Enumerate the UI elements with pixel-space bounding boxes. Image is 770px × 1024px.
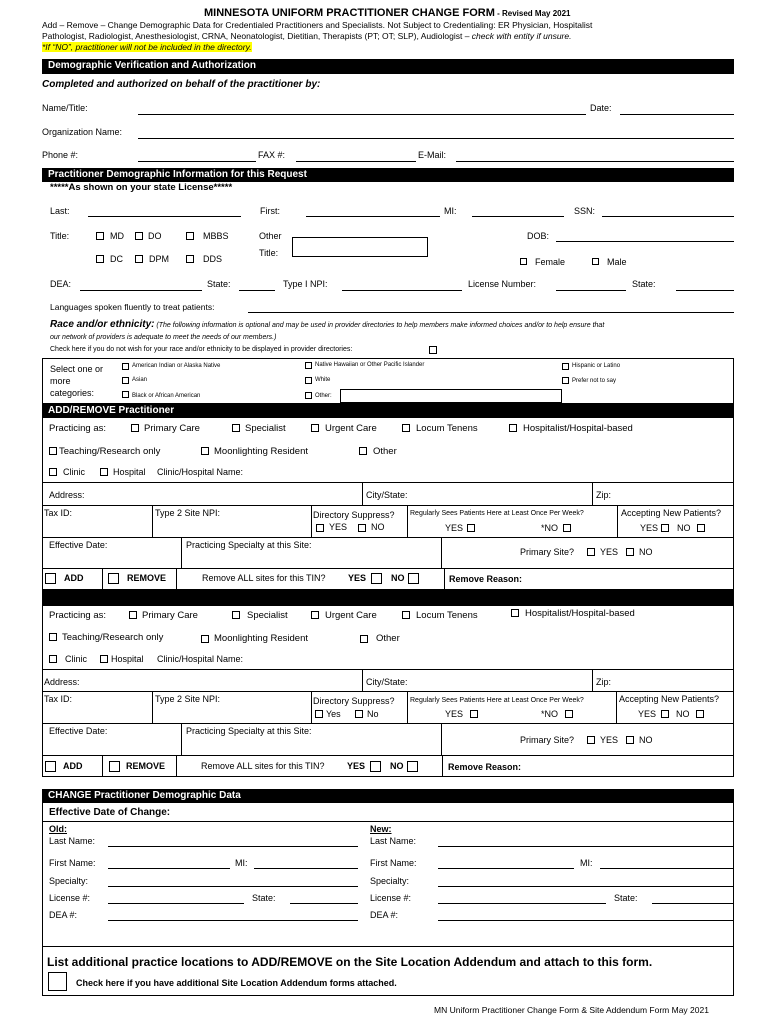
primary-care-label-2: Primary Care — [142, 610, 198, 621]
divider — [42, 482, 734, 483]
other-practice-label-2: Other — [376, 633, 400, 644]
regularly-no-label: *NO — [541, 523, 559, 533]
primary-site-yes-checkbox[interactable] — [587, 548, 595, 556]
clinic-name-label: Clinic/Hospital Name: — [157, 467, 244, 477]
city-state-label-2: City/State: — [366, 677, 408, 687]
new-state-field[interactable] — [652, 903, 734, 904]
regularly-label-2: Regularly Sees Patients Here at Least Once Per Week? — [410, 697, 584, 704]
clinic-label-2: Clinic — [65, 654, 88, 664]
dpm-checkbox[interactable] — [135, 255, 143, 263]
accepting-label-2: Accepting New Patients? — [619, 694, 720, 704]
other-title-input[interactable] — [292, 237, 428, 257]
hospitalist-checkbox-2[interactable] — [511, 609, 519, 617]
regularly-yes-checkbox-2[interactable] — [470, 710, 478, 718]
urgent-care-label: Urgent Care — [325, 423, 377, 434]
dir-suppress-yes-checkbox-2[interactable] — [315, 710, 323, 718]
specialist-checkbox-2[interactable] — [232, 611, 240, 619]
regularly-no-checkbox[interactable] — [563, 524, 571, 532]
dir-suppress-no-label-2: No — [367, 709, 379, 719]
race-text-2: our network of providers is adequate to meet the needs of our members.) — [50, 334, 277, 341]
divider — [102, 568, 103, 590]
accepting-yes-checkbox[interactable] — [661, 524, 669, 532]
title-label: Title: — [50, 231, 70, 241]
female-checkbox[interactable] — [520, 258, 527, 265]
specialist-label-2: Specialist — [247, 610, 288, 621]
hospitalist-checkbox[interactable] — [509, 424, 517, 432]
effective-date-label-2: Effective Date: — [49, 726, 108, 736]
old-license-field[interactable] — [108, 903, 244, 904]
primary-site-label-2: Primary Site? — [520, 735, 575, 745]
remove-all-yes-label: YES — [348, 573, 367, 583]
select-label-3: categories: — [50, 388, 95, 398]
primary-site-yes-checkbox-2[interactable] — [587, 736, 595, 744]
new-specialty-field[interactable] — [438, 886, 734, 887]
moonlighting-label: Moonlighting Resident — [214, 446, 309, 457]
remove-all-yes-label-2: YES — [347, 761, 366, 771]
remove-all-yes-checkbox-2[interactable] — [370, 761, 381, 772]
mi-label: MI: — [444, 206, 457, 216]
other-practice-label: Other — [373, 446, 397, 457]
old-specialty-field[interactable] — [108, 886, 358, 887]
add-remove-bar: ADD/REMOVE Practitioner — [42, 404, 734, 417]
new-mi-field[interactable] — [600, 868, 734, 869]
md-checkbox[interactable] — [96, 232, 104, 240]
add-checkbox[interactable] — [45, 573, 56, 584]
phone-label: Phone #: — [42, 150, 79, 160]
divider — [176, 568, 177, 590]
type1-npi-field[interactable] — [342, 290, 462, 291]
remove-all-no-label: NO — [391, 573, 405, 583]
org-field[interactable] — [138, 138, 734, 139]
divider — [42, 537, 734, 538]
tax-id-label: Tax ID: — [44, 508, 73, 518]
accepting-no-label-2: NO — [676, 709, 690, 719]
fax-field[interactable] — [296, 161, 416, 162]
new-first-field[interactable] — [438, 868, 574, 869]
header-note: *If “NO”, practitioner will not be included in the directory. — [42, 42, 252, 52]
regularly-no-checkbox-2[interactable] — [565, 710, 573, 718]
primary-care-checkbox[interactable] — [131, 424, 139, 432]
accepting-yes-label-2: YES — [638, 709, 657, 719]
phone-field[interactable] — [138, 161, 256, 162]
nhpi-label: Native Hawaiian or Other Pacific Islander — [315, 362, 425, 368]
divider — [102, 755, 103, 777]
divider — [42, 691, 734, 692]
divider — [441, 723, 442, 755]
type2-npi-label: Type 2 Site NPI: — [155, 508, 221, 518]
primary-site-yes-label-2: YES — [600, 735, 619, 745]
locum-checkbox-2[interactable] — [402, 611, 410, 619]
locum-label-2: Locum Tenens — [416, 610, 478, 621]
divider — [362, 482, 363, 505]
no-display-label: Check here if you do not wish for your race and/or ethnicity to be displayed in provider directories: — [50, 346, 353, 353]
hospital-checkbox[interactable] — [100, 468, 108, 476]
male-label: Male — [607, 257, 627, 267]
dob-label: DOB: — [527, 231, 550, 241]
name-title-label: Name/Title: — [42, 103, 88, 113]
urgent-care-checkbox-2[interactable] — [311, 611, 319, 619]
remove-checkbox[interactable] — [108, 573, 119, 584]
primary-site-no-checkbox-2[interactable] — [626, 736, 634, 744]
old-mi-label: MI: — [235, 858, 248, 868]
divider — [441, 537, 442, 568]
remove-checkbox-2[interactable] — [109, 761, 120, 772]
hispanic-checkbox[interactable] — [562, 363, 569, 370]
new-dea-label: DEA #: — [370, 910, 399, 920]
list-additional-text: List additional practice locations to ADD/REMOVE on the Site Location Addendum and attach to this form. — [47, 955, 653, 969]
specialist-label: Specialist — [245, 423, 286, 434]
tax-id-label-2: Tax ID: — [44, 694, 73, 704]
add-checkbox-2[interactable] — [45, 761, 56, 772]
languages-field[interactable] — [248, 312, 734, 313]
footer-text: MN Uniform Practitioner Change Form & Site Addendum Form May 2021 — [434, 1005, 709, 1015]
teaching-checkbox[interactable] — [49, 447, 57, 455]
header-desc-1: Add – Remove – Change Demographic Data for Credentialed Practitioners and Specialists. Not Subject to Credentialing: ER Physician, Hospitalist — [42, 20, 593, 30]
dir-suppress-yes-label-2: Yes — [326, 709, 341, 719]
dea-state-label: State: — [207, 279, 231, 289]
new-license-label: License #: — [370, 893, 412, 903]
verification-subtitle: Completed and authorized on behalf of the practitioner by: — [42, 79, 321, 90]
addendum-label: Check here if you have additional Site Location Addendum forms attached. — [76, 978, 397, 988]
page-title: MINNESOTA UNIFORM PRACTITIONER CHANGE FORM - Revised May 2021 — [204, 7, 571, 19]
new-first-label: First Name: — [370, 858, 417, 868]
dir-suppress-yes-checkbox[interactable] — [316, 524, 324, 532]
black-checkbox[interactable] — [122, 391, 129, 398]
teaching-label-2: Teaching/Research only — [62, 632, 164, 643]
black-label: Black or African American — [132, 393, 201, 399]
old-last-label: Last Name: — [49, 836, 96, 846]
remove-all-no-label-2: NO — [390, 761, 404, 771]
old-first-field[interactable] — [108, 868, 230, 869]
regularly-yes-label-2: YES — [445, 709, 464, 719]
license-subtitle: *****As shown on your state License***** — [50, 182, 233, 193]
remove-reason-label-2: Remove Reason: — [448, 762, 522, 772]
zip-label: Zip: — [596, 490, 612, 500]
white-label: White — [315, 377, 331, 383]
locum-checkbox[interactable] — [402, 424, 410, 432]
change-bar: CHANGE Practitioner Demographic Data — [42, 789, 734, 802]
moonlighting-checkbox-2[interactable] — [201, 635, 209, 643]
zip-label-2: Zip: — [596, 677, 612, 687]
first-label: First: — [260, 206, 280, 216]
old-mi-field[interactable] — [254, 868, 358, 869]
ssn-label: SSN: — [574, 206, 596, 216]
dea-label: DEA: — [50, 279, 72, 289]
regularly-no-label-2: *NO — [541, 709, 559, 719]
practicing-as-label-2: Practicing as: — [49, 610, 107, 621]
dc-checkbox[interactable] — [96, 255, 104, 263]
race-heading: Race and/or ethnicity: (The following information is optional and may be used in provider directories to help members make informed choices and/or to help ensure that — [50, 319, 605, 330]
prefer-not-label: Prefer not to say — [572, 378, 617, 384]
divider — [42, 505, 734, 506]
old-heading: Old: — [49, 824, 67, 834]
dir-suppress-no-checkbox[interactable] — [358, 524, 366, 532]
divider — [592, 669, 593, 691]
new-mi-label: MI: — [580, 858, 593, 868]
dir-suppress-yes-label: YES — [329, 522, 348, 532]
divider — [407, 691, 408, 723]
amind-label: American Indian or Alaska Native — [132, 363, 221, 369]
accepting-yes-label: YES — [640, 523, 659, 533]
remove-label: REMOVE — [127, 573, 167, 583]
section-separator — [42, 590, 734, 605]
org-label: Organization Name: — [42, 127, 123, 137]
old-specialty-label: Specialty: — [49, 876, 89, 886]
asian-label: Asian — [132, 377, 148, 383]
divider — [362, 669, 363, 691]
primary-site-no-checkbox[interactable] — [626, 548, 634, 556]
specialty-label: Practicing Specialty at this Site: — [186, 540, 312, 550]
type2-npi-label-2: Type 2 Site NPI: — [155, 694, 221, 704]
date-field[interactable] — [620, 114, 734, 115]
other-practice-checkbox[interactable] — [359, 447, 367, 455]
last-field[interactable] — [88, 216, 241, 217]
dir-suppress-label-2: Directory Suppress? — [313, 696, 395, 706]
license-number-label: License Number: — [468, 279, 537, 289]
select-label-1: Select one or — [50, 364, 104, 374]
divider — [444, 568, 445, 590]
name-title-field[interactable] — [138, 114, 586, 115]
other-race-label: Other: — [315, 393, 332, 399]
remove-label-2: REMOVE — [126, 761, 166, 771]
moonlighting-checkbox[interactable] — [201, 447, 209, 455]
divider — [42, 723, 734, 724]
select-label-2: more — [50, 376, 71, 386]
address-label: Address: — [49, 490, 85, 500]
dir-suppress-label: Directory Suppress? — [313, 510, 395, 520]
hospital-label-2: Hospital — [111, 654, 144, 664]
divider — [407, 505, 408, 537]
practitioner-bar: Practitioner Demographic Information for this Request — [42, 168, 734, 182]
female-label: Female — [535, 257, 566, 267]
old-state-field[interactable] — [290, 903, 358, 904]
do-checkbox[interactable] — [135, 232, 143, 240]
old-dea-field[interactable] — [108, 920, 358, 921]
divider — [181, 537, 182, 568]
city-state-label: City/State: — [366, 490, 408, 500]
dir-suppress-no-checkbox-2[interactable] — [355, 710, 363, 718]
accepting-no-checkbox[interactable] — [697, 524, 705, 532]
hospital-label: Hospital — [113, 467, 146, 477]
teaching-checkbox-2[interactable] — [49, 633, 57, 641]
moonlighting-label-2: Moonlighting Resident — [214, 633, 309, 644]
specialty-label-2: Practicing Specialty at this Site: — [186, 726, 312, 736]
divider — [442, 755, 443, 777]
new-specialty-label: Specialty: — [370, 876, 410, 886]
other-practice-checkbox-2[interactable] — [360, 635, 368, 643]
remove-all-yes-checkbox[interactable] — [371, 573, 382, 584]
remove-all-label-2: Remove ALL sites for this TIN? — [201, 761, 325, 771]
divider — [42, 755, 734, 756]
change-effective-label: Effective Date of Change: — [49, 807, 171, 818]
mi-field[interactable] — [472, 216, 564, 217]
primary-site-no-label: NO — [639, 547, 653, 557]
dc-label: DC — [110, 254, 123, 264]
remove-all-no-checkbox[interactable] — [408, 573, 419, 584]
languages-label: Languages spoken fluently to treat patients: — [50, 302, 215, 312]
hospitalist-label: Hospitalist/Hospital-based — [523, 423, 633, 434]
primary-site-yes-label: YES — [600, 547, 619, 557]
white-checkbox[interactable] — [305, 377, 312, 384]
mbbs-label: MBBS — [203, 231, 229, 241]
new-license-field[interactable] — [438, 903, 606, 904]
other-race-input[interactable] — [340, 389, 562, 403]
urgent-care-label-2: Urgent Care — [325, 610, 377, 621]
divider — [311, 505, 312, 537]
divider — [152, 505, 153, 537]
dea-state-field[interactable] — [239, 290, 275, 291]
email-label: E-Mail: — [418, 150, 447, 160]
addendum-checkbox[interactable] — [48, 972, 67, 991]
primary-care-label: Primary Care — [144, 423, 200, 434]
accepting-yes-checkbox-2[interactable] — [661, 710, 669, 718]
other-race-checkbox[interactable] — [305, 392, 312, 399]
male-checkbox[interactable] — [592, 258, 599, 265]
specialist-checkbox[interactable] — [232, 424, 240, 432]
divider — [311, 691, 312, 723]
other-title-label-2: Title: — [259, 248, 279, 258]
divider — [617, 505, 618, 537]
other-title-label: Other — [259, 231, 282, 241]
new-heading: New: — [370, 824, 392, 834]
type1-npi-label: Type I NPI: — [283, 279, 328, 289]
last-label: Last: — [50, 206, 70, 216]
add-remove-block-1 — [42, 417, 734, 590]
accepting-no-checkbox-2[interactable] — [696, 710, 704, 718]
license-number-field[interactable] — [556, 290, 626, 291]
new-dea-field[interactable] — [438, 920, 734, 921]
mbbs-checkbox[interactable] — [186, 232, 194, 240]
old-last-field[interactable] — [108, 846, 358, 847]
divider — [181, 723, 182, 755]
primary-care-checkbox-2[interactable] — [129, 611, 137, 619]
new-last-label: Last Name: — [370, 836, 417, 846]
first-field[interactable] — [306, 216, 440, 217]
regularly-label: Regularly Sees Patients Here at Least Once Per Week? — [410, 510, 584, 517]
ssn-field[interactable] — [602, 216, 734, 217]
no-display-checkbox[interactable] — [429, 346, 437, 354]
dds-label: DDS — [203, 254, 223, 264]
regularly-yes-label: YES — [445, 523, 464, 533]
divider — [42, 669, 734, 670]
clinic-name-label-2: Clinic/Hospital Name: — [157, 654, 244, 664]
divider — [592, 482, 593, 505]
fax-label: FAX #: — [258, 150, 286, 160]
old-dea-label: DEA #: — [49, 910, 78, 920]
date-label: Date: — [590, 103, 612, 113]
license-state-field[interactable] — [676, 290, 734, 291]
header-desc-2: Pathologist, Radiologist, Anesthesiologist, CRNA, Neonatologist, Dietitian, Therapists (PT; OT; SLP), Audiologist – check with entity if unsure. — [42, 31, 572, 41]
email-field[interactable] — [456, 161, 734, 162]
new-state-label: State: — [614, 893, 638, 903]
amind-checkbox[interactable] — [122, 363, 129, 370]
hispanic-label: Hispanic or Latino — [572, 363, 621, 369]
accepting-label: Accepting New Patients? — [621, 508, 722, 518]
asian-checkbox[interactable] — [122, 377, 129, 384]
new-last-field[interactable] — [438, 846, 734, 847]
remove-reason-label: Remove Reason: — [449, 574, 523, 584]
clinic-checkbox-2[interactable] — [49, 655, 57, 663]
license-state-label: State: — [632, 279, 656, 289]
divider — [616, 691, 617, 723]
address-label-2: Address: — [44, 677, 80, 687]
hospital-checkbox-2[interactable] — [100, 655, 108, 663]
effective-date-label: Effective Date: — [49, 540, 108, 550]
practicing-as-label: Practicing as: — [49, 423, 107, 434]
dpm-label: DPM — [149, 254, 169, 264]
old-state-label: State: — [252, 893, 276, 903]
md-label: MD — [110, 231, 124, 241]
nhpi-checkbox[interactable] — [305, 362, 312, 369]
verification-bar: Demographic Verification and Authorization — [42, 59, 734, 74]
primary-site-no-label-2: NO — [639, 735, 653, 745]
locum-label: Locum Tenens — [416, 423, 478, 434]
primary-site-label: Primary Site? — [520, 547, 575, 557]
accepting-no-label: NO — [677, 523, 691, 533]
divider — [152, 691, 153, 723]
dea-field[interactable] — [80, 290, 202, 291]
remove-all-label: Remove ALL sites for this TIN? — [202, 573, 326, 583]
old-first-label: First Name: — [49, 858, 96, 868]
urgent-care-checkbox[interactable] — [311, 424, 319, 432]
remove-all-no-checkbox-2[interactable] — [407, 761, 418, 772]
old-license-label: License #: — [49, 893, 91, 903]
add-label-2: ADD — [63, 761, 83, 771]
dob-field[interactable] — [556, 241, 734, 242]
divider — [42, 821, 734, 822]
hospitalist-label-2: Hospitalist/Hospital-based — [525, 608, 635, 619]
add-label: ADD — [64, 573, 84, 583]
clinic-label: Clinic — [63, 467, 86, 477]
dir-suppress-no-label: NO — [371, 522, 385, 532]
dds-checkbox[interactable] — [186, 255, 194, 263]
regularly-yes-checkbox[interactable] — [467, 524, 475, 532]
clinic-checkbox[interactable] — [49, 468, 57, 476]
divider — [42, 568, 734, 569]
divider — [176, 755, 177, 777]
teaching-label: Teaching/Research only — [59, 446, 161, 457]
do-label: DO — [148, 231, 162, 241]
prefer-not-checkbox[interactable] — [562, 377, 569, 384]
